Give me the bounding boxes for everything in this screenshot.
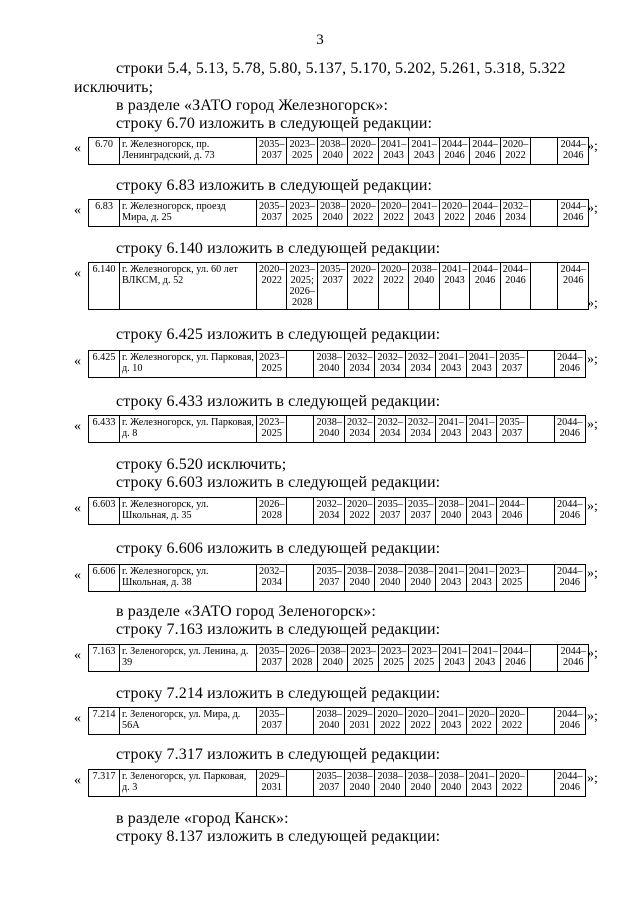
close-quote: »;: [587, 566, 598, 581]
row-year-cell: 2029–2031: [257, 770, 287, 797]
row-year-cell: 2044–2046: [470, 263, 500, 310]
row-year-cell: 2020–2022: [378, 263, 408, 310]
open-quote: «: [74, 568, 81, 583]
row-year-cell: 2041–2043: [409, 138, 439, 165]
row-year-cell: 2044–2046: [554, 770, 585, 797]
table-row: [88, 199, 589, 227]
row-year-cell: [287, 498, 314, 525]
row-year-cell: 2020–2022: [348, 200, 378, 227]
instruction-6-140: строку 6.140 изложить в следующей редакции:: [116, 240, 441, 257]
row-year-cell: 2038–2040: [405, 770, 435, 797]
open-quote: «: [74, 773, 81, 788]
row-address: г. Железногорск, ул. Школьная, д. 35: [120, 498, 257, 525]
row-year-cell: 2023–2025: [409, 645, 439, 672]
section-kansk: в разделе «город Канск»:: [116, 810, 289, 827]
open-quote: «: [74, 711, 81, 726]
row-year-cell: [531, 200, 558, 227]
row-year-cell: [527, 498, 554, 525]
section-zelenogorsk: в разделе «ЗАТО город Зеленогорск»:: [116, 603, 376, 620]
row-year-cell: 2032–2034: [257, 565, 287, 592]
row-year-cell: 2041–2043: [470, 645, 500, 672]
row-year-cell: 2038–2040: [314, 708, 344, 735]
row-year-cell: 2035–2037: [497, 416, 527, 443]
row-year-cell: [287, 708, 314, 735]
row-address: г. Железногорск, ул. Школьная, д. 38: [120, 565, 257, 592]
row-year-cell: 2044–2046: [554, 498, 585, 525]
row-year-cell: 2038–2040: [317, 645, 347, 672]
table-row: [88, 564, 586, 592]
instruction-6-520: строку 6.520 исключить;: [116, 456, 287, 473]
row-year-cell: 2026–2028: [287, 645, 317, 672]
row-year-cell: 2023–2025: [287, 138, 317, 165]
row-year-cell: 2023–2025: [497, 565, 527, 592]
row-address: г. Зеленогорск, ул. Ленина, д. 39: [120, 645, 257, 672]
row-year-cell: 2044–2046: [554, 708, 585, 735]
row-year-cell: 2020–2022: [439, 200, 469, 227]
row-year-cell: [287, 770, 314, 797]
row-year-cell: 2044–2046: [554, 351, 585, 378]
row-year-cell: 2041–2043: [466, 416, 496, 443]
row-year-cell: 2035–2037: [257, 708, 287, 735]
row-year-cell: 2032–2034: [375, 351, 405, 378]
row-year-cell: 2020–2022: [257, 263, 287, 310]
row-year-cell: 2038–2040: [409, 263, 439, 310]
row-year-cell: 2041–2043: [436, 708, 466, 735]
row-address: г. Железногорск, пр. Ленинградский, д. 73: [120, 138, 257, 165]
row-year-cell: 2035–2037: [257, 138, 287, 165]
row-year-cell: 2041–2043: [466, 498, 496, 525]
row-year-cell: 2038–2040: [314, 416, 344, 443]
row-address: г. Железногорск, ул. Парковая, д. 8: [120, 416, 257, 443]
row-year-cell: [531, 645, 558, 672]
instruction-7-214: строку 7.214 изложить в следующей редакции:: [116, 685, 441, 702]
row-year-cell: 2035–2037: [314, 565, 344, 592]
row-year-cell: 2020–2022: [348, 263, 378, 310]
row-year-cell: 2020–2022: [375, 708, 405, 735]
open-quote: «: [74, 354, 81, 369]
row-year-cell: 2032–2034: [314, 498, 344, 525]
row-year-cell: 2041–2043: [436, 351, 466, 378]
row-address: г. Зеленогорск, ул. Парковая, д. 3: [120, 770, 257, 797]
instruction-6-606: строку 6.606 изложить в следующей редакции:: [116, 540, 441, 557]
row-year-cell: 2023–2025: [287, 200, 317, 227]
instruction-7-317: строку 7.317 изложить в следующей редакции:: [116, 746, 441, 763]
row-year-cell: 2032–2034: [375, 416, 405, 443]
paragraph-removed-rows: строки 5.4, 5.13, 5.78, 5.80, 5.137, 5.170, 5.202, 5.261, 5.318, 5.322: [116, 60, 566, 77]
row-year-cell: 2038–2040: [317, 138, 347, 165]
row-year-cell: 2035–2037: [257, 200, 287, 227]
row-year-cell: 2038–2040: [375, 565, 405, 592]
row-year-cell: 2023–2025: [348, 645, 378, 672]
row-year-cell: 2041–2043: [466, 770, 496, 797]
row-year-cell: 2044–2046: [470, 200, 500, 227]
table-row: [88, 707, 586, 735]
row-number: 6.83: [89, 200, 120, 227]
row-year-cell: 2035–2037: [257, 645, 287, 672]
row-year-cell: 2041–2043: [409, 200, 439, 227]
row-address: г. Железногорск, проезд Мира, д. 25: [120, 200, 257, 227]
row-number: 7.163: [89, 645, 120, 672]
row-year-cell: 2035–2037: [375, 498, 405, 525]
instruction-8-137: строку 8.137 изложить в следующей редакции:: [116, 828, 441, 845]
row-year-cell: [527, 565, 554, 592]
row-year-cell: 2044–2046: [558, 645, 589, 672]
table-row: [88, 262, 589, 310]
row-year-cell: 2041–2043: [439, 263, 469, 310]
row-year-cell: [531, 138, 558, 165]
close-quote: »;: [587, 499, 598, 514]
close-quote: »;: [587, 139, 598, 154]
row-year-cell: 2029–2031: [344, 708, 374, 735]
row-year-cell: 2032–2034: [344, 351, 374, 378]
table-row: [88, 137, 589, 165]
row-year-cell: 2044–2046: [497, 498, 527, 525]
open-quote: «: [74, 648, 81, 663]
row-year-cell: 2044–2046: [500, 263, 530, 310]
row-year-cell: 2038–2040: [436, 498, 466, 525]
row-year-cell: 2026–2028: [257, 498, 287, 525]
table-row: [88, 497, 586, 525]
row-year-cell: [527, 708, 554, 735]
table-row: [88, 769, 586, 797]
row-year-cell: 2023–2025: [257, 416, 287, 443]
row-year-cell: 2038–2040: [344, 770, 374, 797]
row-year-cell: 2020–2022: [466, 708, 496, 735]
instruction-7-163: строку 7.163 изложить в следующей редакции:: [116, 621, 441, 638]
row-year-cell: 2035–2037: [405, 498, 435, 525]
row-year-cell: 2032–2034: [405, 416, 435, 443]
row-year-cell: 2023–2025: [257, 351, 287, 378]
table-row: [88, 415, 586, 443]
row-year-cell: 2041–2043: [436, 416, 466, 443]
row-year-cell: 2044–2046: [500, 645, 530, 672]
row-year-cell: 2044–2046: [470, 138, 500, 165]
row-number: 6.140: [89, 263, 120, 310]
row-year-cell: 2044–2046: [558, 138, 589, 165]
row-year-cell: 2020–2022: [497, 770, 527, 797]
row-year-cell: 2020–2022: [500, 138, 530, 165]
table-row: [88, 644, 589, 672]
row-number: 7.317: [89, 770, 120, 797]
row-number: 6.606: [89, 565, 120, 592]
row-year-cell: 2032–2034: [500, 200, 530, 227]
row-year-cell: [531, 263, 558, 310]
close-quote: »;: [587, 352, 598, 367]
row-year-cell: 2020–2022: [497, 708, 527, 735]
row-year-cell: 2035–2037: [497, 351, 527, 378]
instruction-6-603: строку 6.603 изложить в следующей редакции:: [116, 474, 441, 491]
row-year-cell: 2035–2037: [317, 263, 347, 310]
row-year-cell: 2032–2034: [344, 416, 374, 443]
row-year-cell: [527, 351, 554, 378]
row-year-cell: 2038–2040: [317, 200, 347, 227]
row-year-cell: 2038–2040: [436, 770, 466, 797]
section-zheleznogorsk: в разделе «ЗАТО город Железногорск»:: [116, 97, 389, 114]
row-year-cell: [287, 416, 314, 443]
row-year-cell: 2020–2022: [348, 138, 378, 165]
row-year-cell: [527, 416, 554, 443]
row-number: 6.425: [89, 351, 120, 378]
row-year-cell: 2038–2040: [405, 565, 435, 592]
row-number: 6.70: [89, 138, 120, 165]
row-year-cell: [287, 351, 314, 378]
page-number: 3: [316, 32, 324, 48]
row-year-cell: 2044–2046: [554, 416, 585, 443]
open-quote: «: [74, 141, 81, 156]
row-year-cell: 2044–2046: [554, 565, 585, 592]
instruction-6-425: строку 6.425 изложить в следующей редакции:: [116, 326, 441, 343]
row-year-cell: [287, 565, 314, 592]
row-year-cell: 2035–2037: [314, 770, 344, 797]
close-quote: »;: [587, 709, 598, 724]
row-number: 7.214: [89, 708, 120, 735]
open-quote: «: [74, 501, 81, 516]
row-year-cell: 2044–2046: [558, 200, 589, 227]
row-year-cell: 2041–2043: [439, 645, 469, 672]
row-year-cell: 2038–2040: [314, 351, 344, 378]
row-number: 6.433: [89, 416, 120, 443]
close-quote: »;: [587, 296, 598, 311]
row-year-cell: 2032–2034: [405, 351, 435, 378]
row-year-cell: 2041–2043: [466, 351, 496, 378]
paragraph-exclude: исключить;: [74, 79, 154, 96]
table-row: [88, 350, 586, 378]
row-year-cell: 2041–2043: [436, 565, 466, 592]
close-quote: »;: [587, 771, 598, 786]
row-year-cell: 2038–2040: [375, 770, 405, 797]
instruction-6-433: строку 6.433 изложить в следующей редакции:: [116, 393, 441, 410]
row-year-cell: 2044–2046: [439, 138, 469, 165]
close-quote: »;: [587, 201, 598, 216]
row-year-cell: 2038–2040: [344, 565, 374, 592]
row-address: г. Железногорск, ул. Парковая, д. 10: [120, 351, 257, 378]
open-quote: «: [74, 266, 81, 281]
row-year-cell: 2044–2046: [558, 263, 589, 310]
row-year-cell: 2020–2022: [378, 200, 408, 227]
open-quote: «: [74, 203, 81, 218]
row-number: 6.603: [89, 498, 120, 525]
close-quote: »;: [587, 646, 598, 661]
open-quote: «: [74, 419, 81, 434]
row-year-cell: [527, 770, 554, 797]
row-year-cell: 2023–2025: [378, 645, 408, 672]
instruction-6-83: строку 6.83 изложить в следующей редакции:: [116, 177, 433, 194]
row-year-cell: 2041–2043: [378, 138, 408, 165]
close-quote: »;: [587, 417, 598, 432]
row-address: г. Железногорск, ул. 60 лет ВЛКСМ, д. 52: [120, 263, 257, 310]
row-year-cell: 2020–2022: [405, 708, 435, 735]
instruction-6-70: строку 6.70 изложить в следующей редакции:: [116, 115, 433, 132]
row-year-cell: 2020–2022: [344, 498, 374, 525]
row-address: г. Зеленогорск, ул. Мира, д. 56А: [120, 708, 257, 735]
row-year-cell: 2041–2043: [466, 565, 496, 592]
row-year-cell: 2023–2025; 2026–2028: [287, 263, 317, 310]
